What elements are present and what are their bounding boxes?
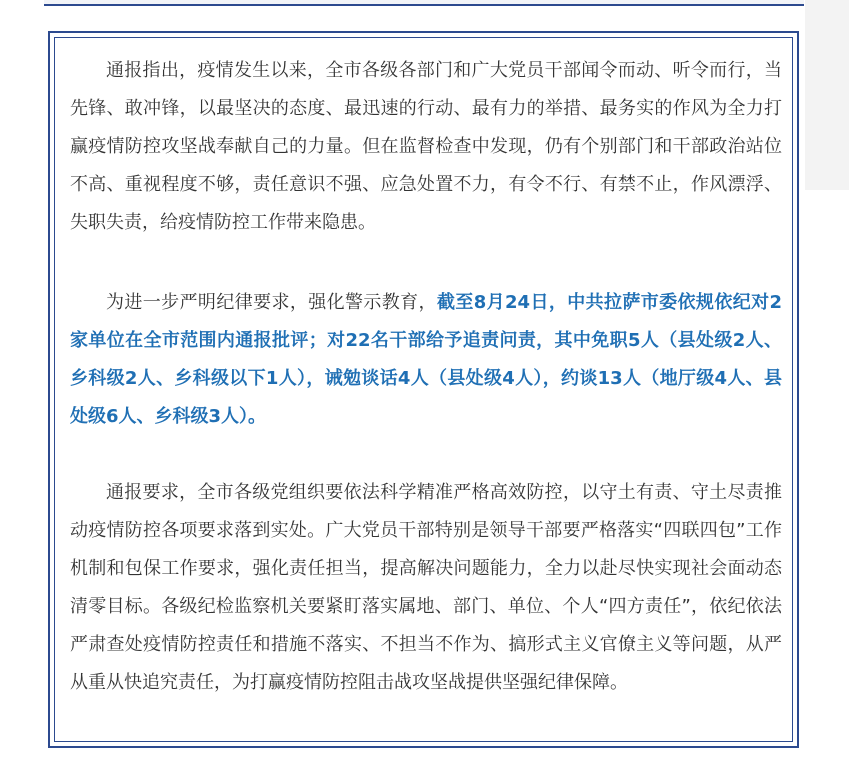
paragraph-2 (70, 284, 782, 436)
article-body (70, 52, 782, 702)
paragraph-3: 通报要求，全市各级党组织要依法科学精准严格高效防控，以守土有责、守土尽责推动疫情防控各项要求落到实处。广大党员干部特别是领导干部要严格落实“四联四包”工作机制和包保工作要求，强化责任担当，提高解决问题能力，全力以赴尽快实现社会面动态清零目标。各级纪检监察机关要紧盯落实属地、部门、单位、个人“四方责任”，依纪依法严肃查处疫情防控责任和措施不落实、不担当不作为、搞形式主义官僚主义等问题，从严从重从快追究责任，为打赢疫情防控阻击战攻坚战提供坚强纪律保障。 (70, 482, 782, 693)
paragraph-2-highlight: 截至8月24日，中共拉萨市委依规依纪对2家单位在全市范围内通报批评；对22名干部给予追责问责，其中免职5人（县处级2人、乡科级2人、乡科级以下1人），诫勉谈话4人（县处级4人），约谈13人（地厅级4人、县处级6人、乡科级3人）。 (70, 292, 782, 427)
top-divider (44, 0, 804, 6)
paragraph-1: 通报指出，疫情发生以来，全市各级各部门和广大党员干部闻令而动、听令而行，当先锋、敢冲锋，以最坚决的态度、最迅速的行动、最有力的举措、最务实的作风为全力打赢疫情防控攻坚战奉献自己的力量。但在监督检查中发现，仍有个别部门和干部政治站位不高、重视程度不够，责任意识不强、应急处置不力，有令不行、有禁不止，作风漂浮、失职失责，给疫情防控工作带来隐患。 (70, 60, 782, 233)
paragraph-2-lead: 为进一步严明纪律要求，强化警示教育， (106, 292, 437, 313)
side-panel-edge (805, 0, 849, 190)
